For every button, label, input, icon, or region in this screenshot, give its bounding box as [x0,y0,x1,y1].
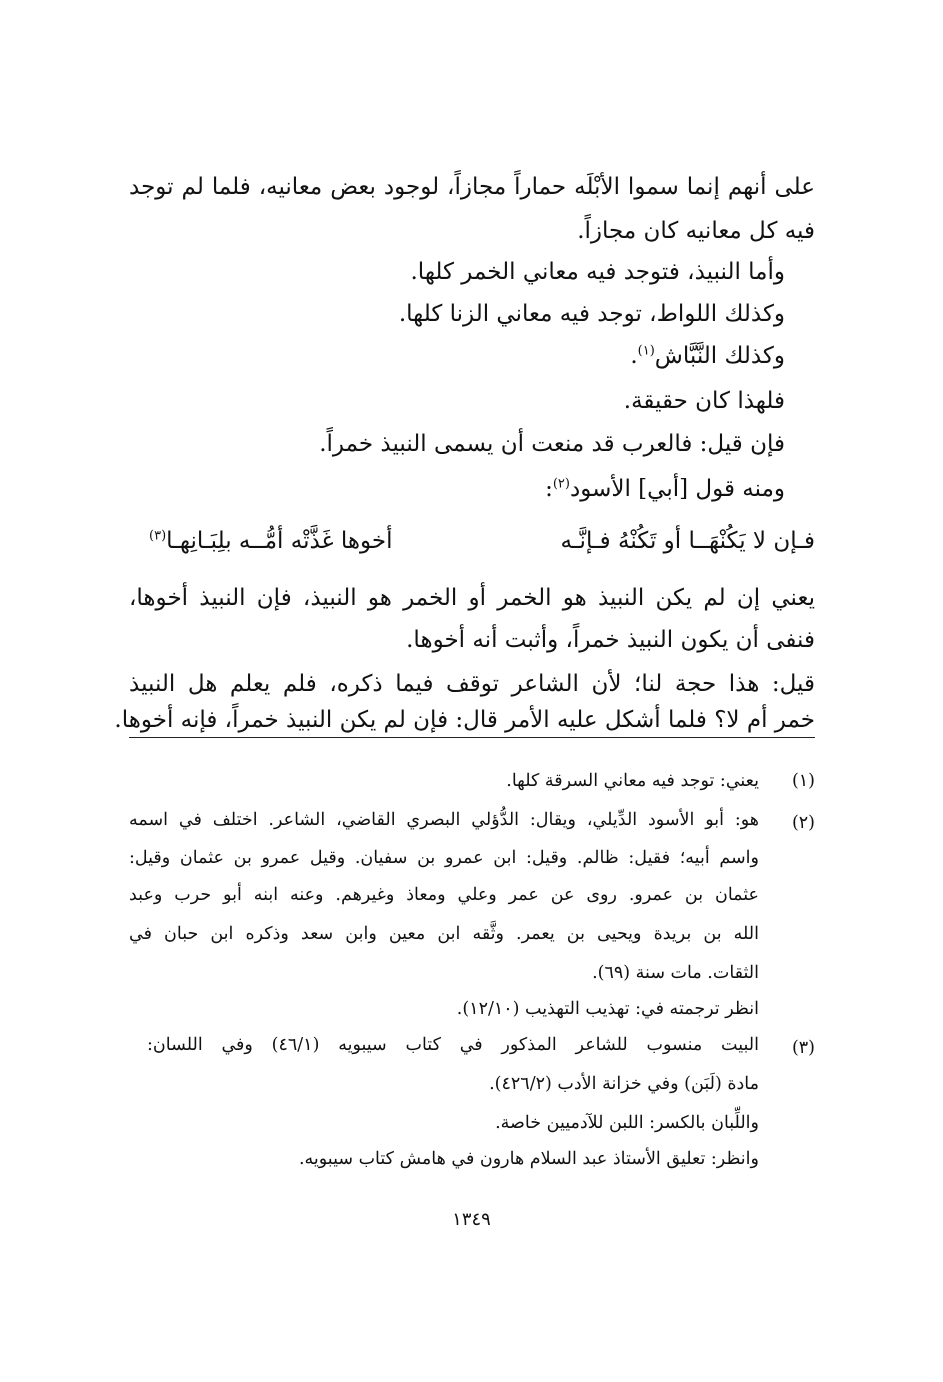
footnote-line: يعني: توجد فيه معاني السرقة كلها. [506,771,759,791]
verse-first-hemistich: فـإن لا يَكُنْهَــا أو تَكُنْهُ فـإنَّـه [560,528,815,554]
footnote-number: (١) [791,771,815,791]
main-text-segment: ومنه قول [أبي] الأسود [569,476,785,502]
main-text-segment: : [545,476,553,502]
verse-text: أخوها غَذَّتْه أمُّــه بلِبَـانِهـا [166,528,393,554]
footnote-number: (٣) [791,1038,815,1058]
main-text-line: يعني إن لم يكن النبيذ هو الخمر أو الخمر هو النبيذ، فإن النبيذ أخوها، [129,585,815,611]
footnote-ref: (٣) [149,528,167,544]
main-text-line: قيل: هذا حجة لنا؛ لأن الشاعر توقف فيما ذكره، فلم يعلم هل النبيذ [129,671,815,697]
footnote-line: واللِّبان بالكسر: اللبن للآدميين خاصة. [495,1113,759,1133]
footnote-line: واسم أبيه؛ فقيل: ظالم. وقيل: ابن عمرو بن سفيان. وقيل عمرو بن عثمان وقيل: [129,848,759,868]
main-text-line: فنفى أن يكون النبيذ خمراً، وأثبت أنه أخوها. [406,627,815,653]
page-number: ١٣٤٩ [452,1209,491,1230]
main-text-line: وأما النبيذ، فتوجد فيه معاني الخمر كلها. [410,259,785,285]
footnote-line: وانظر: تعليق الأستاذ عبد السلام هارون في هامش كتاب سيبويه. [298,1149,759,1169]
footnote-line: عثمان بن عمرو. روى عن عمر وعلي ومعاذ وغيرهم. وعنه ابنه أبو حرب وعبد [129,885,759,905]
footnote-line: البيت منسوب للشاعر المذكور في كتاب سيبويه (٤٦/١) وفي اللسان: [147,1035,759,1055]
main-text-line [545,474,785,504]
main-text-line: فيه كل معانيه كان مجازاً. [577,218,815,244]
main-text-segment: وكذلك النَّبَّاش [654,343,785,369]
footnote-line: انظر ترجمته في: تهذيب التهذيب (١٢/١٠). [456,999,759,1019]
footnote-line: هو: أبو الأسود الدِّيلي، ويقال: الدُّؤلي البصري القاضي، الشاعر. اختلف في اسمه [129,810,759,830]
footnote-separator [129,737,815,738]
footnote-ref: (٢) [552,476,570,492]
main-text-line: خمر أم لا؟ فلما أشكل عليه الأمر قال: فإن لم يكن النبيذ خمراً، فإنه أخوها. [114,707,815,733]
footnote-ref: (١) [637,343,655,359]
verse-second-hemistich [149,526,393,556]
main-text-line: فلهذا كان حقيقة. [623,388,785,414]
main-text-line: فإن قيل: فالعرب قد منعت أن يسمى النبيذ خمراً. [319,431,785,457]
footnote-number: (٢) [791,813,815,833]
footnote-line: الله بن بريدة ويحيى بن يعمر. وثَّقه ابن معين وابن سعد وذكره ابن حبان في [129,924,759,944]
main-text-segment: . [630,343,638,369]
main-text-line: وكذلك اللواط، توجد فيه معاني الزنا كلها. [398,301,785,327]
footnote-line: مادة (لَبَن) وفي خزانة الأدب (٤٢٦/٢). [489,1074,759,1094]
main-text-line: على أنهم إنما سموا الأبْلَه حماراً مجازاً، لوجود بعض معانيه، فلما لم توجد [129,174,815,200]
footnote-line: الثقات. مات سنة (٦٩). [592,963,759,983]
main-text-line [630,341,785,371]
